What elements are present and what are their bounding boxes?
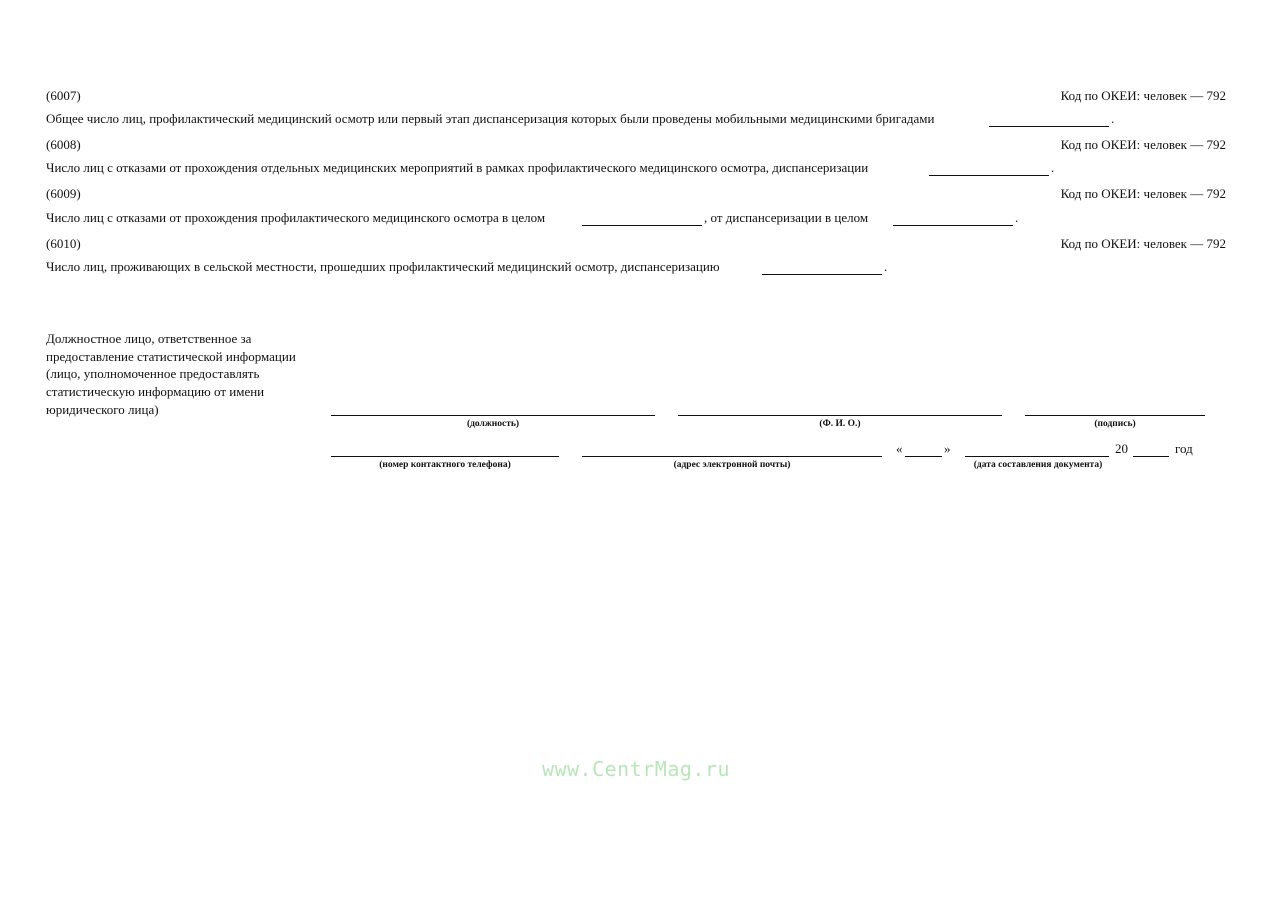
fio-caption: (Ф. И. О.) bbox=[819, 419, 861, 429]
date-quote-close: » bbox=[944, 441, 951, 456]
responsible-official-label: Должностное лицо, ответственное за предоставление статистической информации (лицо, уполномоченное предоставлять статистическую информацию от имени юридического лица) bbox=[46, 331, 296, 417]
okei-code-6009: Код по ОКЕИ: человек — 792 bbox=[1060, 186, 1226, 201]
row-end-6008: . bbox=[1051, 160, 1055, 175]
row-text-6008: Число лиц с отказами от прохождения отдельных медицинских мероприятий в рамках профилактического медицинского осмотра, диспансеризации bbox=[46, 160, 869, 175]
row-end-6010: . bbox=[884, 259, 888, 274]
okei-code-6010: Код по ОКЕИ: человек — 792 bbox=[1060, 236, 1226, 251]
date-caption: (дата составления документа) bbox=[973, 460, 1103, 470]
input-field-6007[interactable] bbox=[989, 126, 1109, 127]
row-code-6008: (6008) bbox=[46, 137, 81, 152]
phone-field[interactable] bbox=[331, 456, 559, 457]
okei-code-6008: Код по ОКЕИ: человек — 792 bbox=[1060, 137, 1226, 152]
signature-caption: (подпись) bbox=[1094, 419, 1136, 429]
signature-field[interactable] bbox=[1025, 415, 1205, 416]
row-text-6007: Общее число лиц, профилактический медицинский осмотр или первый этап диспансеризация которых были проведены мобильными медицинскими бригадами bbox=[46, 111, 935, 126]
fio-field[interactable] bbox=[678, 415, 1002, 416]
input-field-6009-prof[interactable] bbox=[582, 225, 702, 226]
email-caption: (адрес электронной почты) bbox=[673, 460, 791, 470]
row-text-6010: Число лиц, проживающих в сельской местности, прошедших профилактический медицинский осмотр, диспансеризацию bbox=[46, 259, 720, 274]
row-code-6007: (6007) bbox=[46, 88, 81, 103]
row-text2-6009: , от диспансеризации в целом bbox=[704, 210, 869, 225]
year-suffix: год bbox=[1175, 441, 1193, 456]
position-caption: (должность) bbox=[466, 419, 520, 429]
row-text-6009: Число лиц с отказами от прохождения профилактического медицинского осмотра в целом bbox=[46, 210, 546, 225]
email-field[interactable] bbox=[582, 456, 882, 457]
month-field[interactable] bbox=[965, 456, 1109, 457]
date-quote-open: « bbox=[896, 441, 903, 456]
okei-code-6007: Код по ОКЕИ: человек — 792 bbox=[1060, 88, 1226, 103]
input-field-6008[interactable] bbox=[929, 175, 1049, 176]
input-field-6009-disp[interactable] bbox=[893, 225, 1013, 226]
phone-caption: (номер контактного телефона) bbox=[379, 460, 511, 470]
watermark: www.CentrMag.ru bbox=[541, 757, 731, 781]
year-field[interactable] bbox=[1133, 456, 1169, 457]
year-prefix: 20 bbox=[1115, 441, 1128, 456]
row-end-6007: . bbox=[1111, 111, 1115, 126]
row-code-6009: (6009) bbox=[46, 186, 81, 201]
position-field[interactable] bbox=[331, 415, 655, 416]
row-end-6009: . bbox=[1015, 210, 1019, 225]
input-field-6010[interactable] bbox=[762, 274, 882, 275]
row-code-6010: (6010) bbox=[46, 236, 81, 251]
day-field[interactable] bbox=[905, 456, 942, 457]
